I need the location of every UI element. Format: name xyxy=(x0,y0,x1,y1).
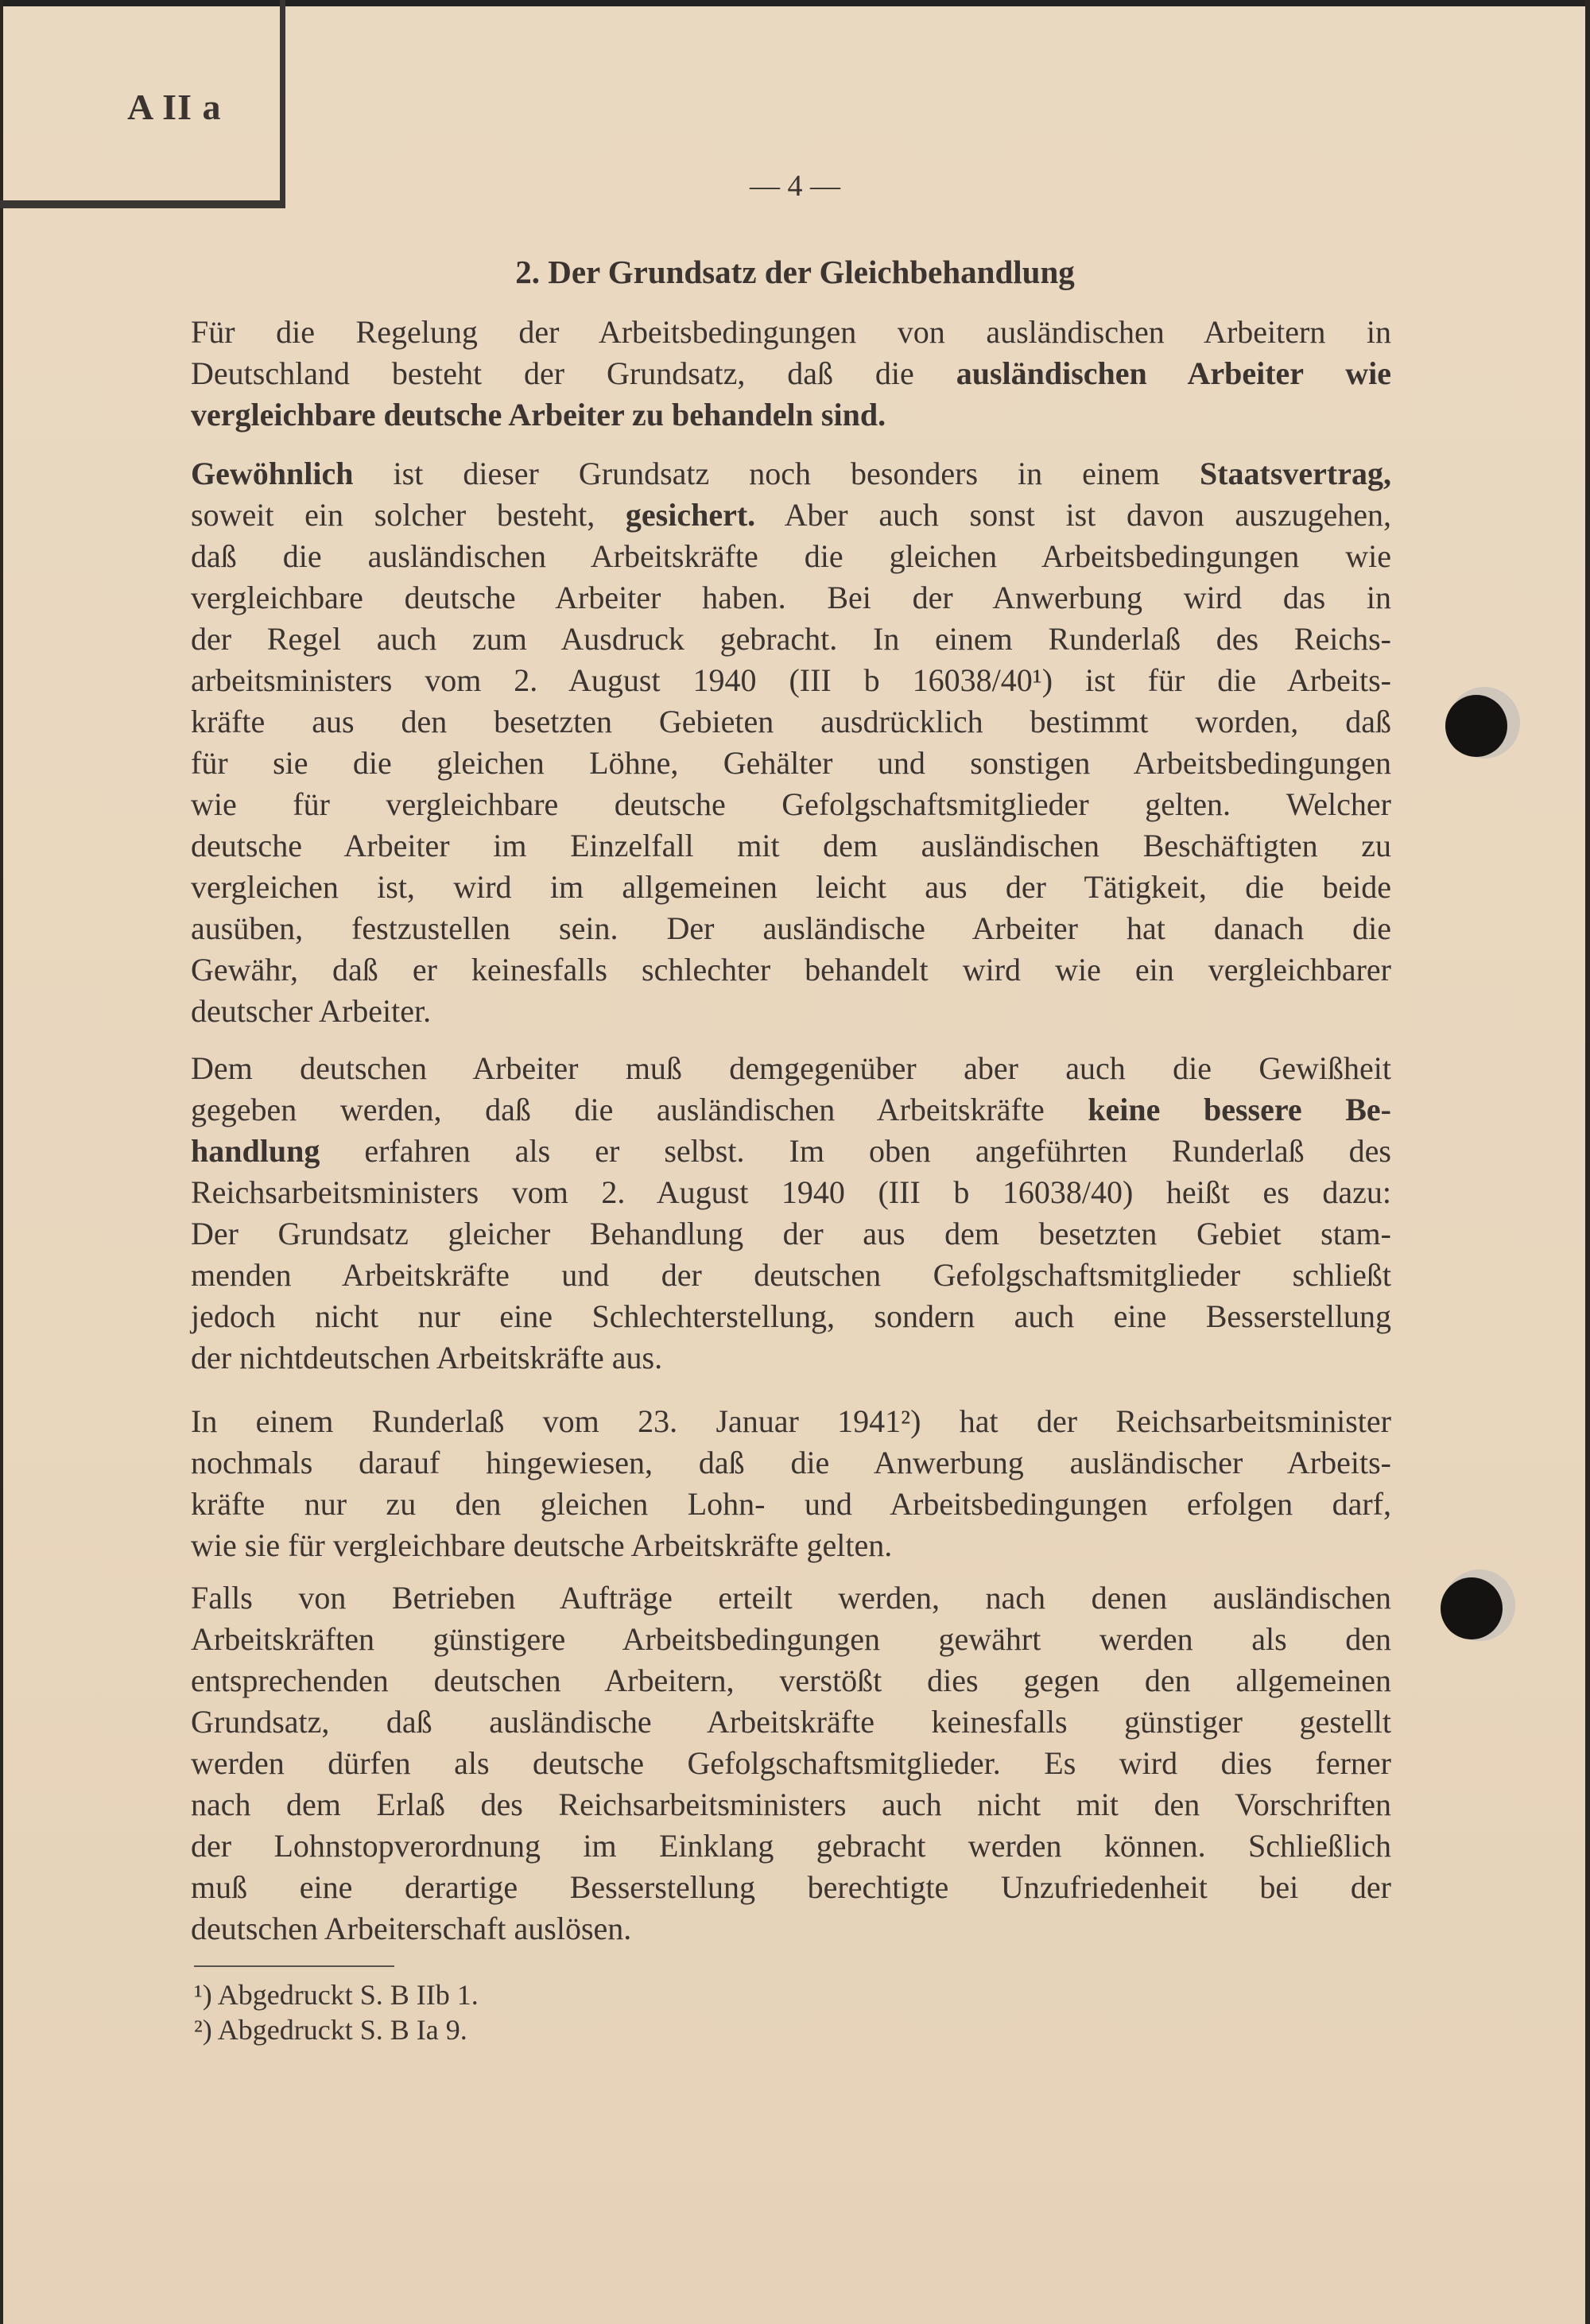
text-segment: ausüben, festzustellen sein. Der ausländische Arbeiter hat danach die xyxy=(191,910,1391,946)
text-segment: daß die ausländischen Arbeitskräfte die gleichen Arbeitsbedingungen wie xyxy=(191,538,1391,574)
text-line xyxy=(191,536,1391,577)
text-segment: kräfte aus den besetzten Gebieten ausdrücklich bestimmt worden, daß xyxy=(191,704,1391,739)
text-line xyxy=(191,701,1391,743)
text-segment: vergleichen ist, wird im allgemeinen leicht aus der Tätigkeit, die beide xyxy=(191,869,1391,905)
text-segment: ist dieser Grundsatz noch besonders in einem xyxy=(353,456,1200,491)
paragraph-5 xyxy=(191,1577,1391,1950)
text-line xyxy=(191,1401,1391,1442)
text-segment: deutsche Arbeiter im Einzelfall mit dem ausländischen Beschäftigten zu xyxy=(191,828,1391,863)
paragraph-3 xyxy=(191,1048,1391,1379)
text-line xyxy=(191,394,1391,436)
footnote-1: ¹) Abgedruckt S. B IIb 1. xyxy=(194,1979,479,2011)
text-segment: Reichsarbeitsministers vom 2. August 1940 (III b 16038/40) heißt es dazu: xyxy=(191,1174,1391,1210)
paragraph-4 xyxy=(191,1401,1391,1566)
text-line xyxy=(191,949,1391,991)
section-tag: A II a xyxy=(127,87,222,127)
text-line xyxy=(191,1255,1391,1296)
text-line xyxy=(191,453,1391,495)
text-line xyxy=(191,1442,1391,1484)
bold-text: Staatsvertrag, xyxy=(1199,456,1391,491)
text-line xyxy=(191,495,1391,536)
text-segment: wie für vergleichbare deutsche Gefolgschaftsmitglieder gelten. Welcher xyxy=(191,786,1391,822)
text-line xyxy=(191,1701,1391,1743)
text-segment: Für die Regelung der Arbeitsbedingungen von ausländischen Arbeitern in xyxy=(191,314,1391,350)
text-line xyxy=(191,825,1391,867)
text-segment: nach dem Erlaß des Reichsarbeitsministers auch nicht mit den Vorschriften xyxy=(191,1787,1391,1822)
text-segment: der Lohnstopverordnung im Einklang gebracht werden können. Schließlich xyxy=(191,1828,1391,1864)
text-segment: werden dürfen als deutsche Gefolgschaftsmitglieder. Es wird dies ferner xyxy=(191,1745,1391,1781)
text-line xyxy=(191,1743,1391,1784)
text-line xyxy=(191,353,1391,394)
text-segment: Gewähr, daß er keinesfalls schlechter behandelt wird wie ein vergleichbarer xyxy=(191,952,1391,987)
text-line xyxy=(191,784,1391,825)
text-segment: kräfte nur zu den gleichen Lohn- und Arbeitsbedingungen erfolgen darf, xyxy=(191,1486,1391,1522)
text-line xyxy=(191,1619,1391,1660)
text-line xyxy=(191,908,1391,949)
text-segment: der nichtdeutschen Arbeitskräfte aus. xyxy=(191,1340,663,1375)
text-line xyxy=(191,312,1391,353)
text-line xyxy=(191,1577,1391,1619)
text-line xyxy=(191,1784,1391,1825)
text-line xyxy=(191,1296,1391,1337)
text-line xyxy=(191,1172,1391,1213)
text-line xyxy=(191,867,1391,908)
section-heading: 2. Der Grundsatz der Gleichbehandlung xyxy=(515,254,1075,290)
bold-text: Gewöhnlich xyxy=(191,456,354,491)
bold-text: vergleichbare deutsche Arbeiter zu behandeln sind. xyxy=(191,397,886,433)
page-number: — 4 — xyxy=(750,169,840,203)
text-segment: Dem deutschen Arbeiter muß demgegenüber aber auch die Gewißheit xyxy=(191,1050,1391,1086)
text-line xyxy=(191,1131,1391,1172)
bold-text: ausländischen Arbeiter wie xyxy=(956,355,1391,391)
text-line xyxy=(191,1484,1391,1525)
text-segment: Der Grundsatz gleicher Behandlung der aus dem besetzten Gebiet stam- xyxy=(191,1216,1391,1251)
paragraph-2 xyxy=(191,453,1391,1032)
text-segment: jedoch nicht nur eine Schlechterstellung, sondern auch eine Besserstellung xyxy=(191,1298,1391,1334)
bold-text: gesichert. xyxy=(625,497,756,533)
scan-border-right xyxy=(1585,0,1590,2324)
text-segment: In einem Runderlaß vom 23. Januar 1941²) hat der Reichsarbeitsminister xyxy=(191,1403,1391,1439)
text-line xyxy=(191,743,1391,784)
text-segment: arbeitsministers vom 2. August 1940 (III b 16038/40¹) ist für die Arbeits- xyxy=(191,662,1391,698)
text-line xyxy=(191,991,1391,1032)
text-line xyxy=(191,619,1391,660)
punch-hole-bottom xyxy=(1441,1577,1503,1639)
text-segment: Deutschland besteht der Grundsatz, daß die xyxy=(191,355,956,391)
text-segment: gegeben werden, daß die ausländischen Arbeitskräfte xyxy=(191,1092,1088,1127)
text-line xyxy=(191,1908,1391,1950)
text-segment: wie sie für vergleichbare deutsche Arbeitskräfte gelten. xyxy=(191,1527,893,1563)
text-segment: der Regel auch zum Ausdruck gebracht. In einem Runderlaß des Reichs- xyxy=(191,621,1391,657)
text-segment: muß eine derartige Besserstellung berechtigte Unzufriedenheit bei der xyxy=(191,1869,1391,1905)
text-segment: erfahren als er selbst. Im oben angeführten Runderlaß des xyxy=(320,1133,1391,1169)
paragraph-1 xyxy=(191,312,1391,436)
bold-text: keine bessere Be- xyxy=(1088,1092,1392,1127)
text-segment: Falls von Betrieben Aufträge erteilt werden, nach denen ausländischen xyxy=(191,1580,1391,1616)
text-segment: für sie die gleichen Löhne, Gehälter und sonstigen Arbeitsbedingungen xyxy=(191,745,1391,781)
text-segment: vergleichbare deutsche Arbeiter haben. Bei der Anwerbung wird das in xyxy=(191,580,1391,615)
text-segment: deutschen Arbeiterschaft auslösen. xyxy=(191,1911,632,1946)
footnote-2: ²) Abgedruckt S. B Ia 9. xyxy=(194,2014,467,2046)
text-segment: Arbeitskräften günstigere Arbeitsbedingungen gewährt werden als den xyxy=(191,1621,1391,1657)
text-segment: Aber auch sonst ist davon auszugehen, xyxy=(755,497,1391,533)
text-line xyxy=(191,1048,1391,1089)
text-line xyxy=(191,1867,1391,1908)
text-segment: deutscher Arbeiter. xyxy=(191,993,432,1029)
text-segment: menden Arbeitskräfte und der deutschen Gefolgschaftsmitglieder schließt xyxy=(191,1257,1391,1293)
text-line xyxy=(191,577,1391,619)
bold-text: handlung xyxy=(191,1133,320,1169)
text-line xyxy=(191,1213,1391,1255)
text-line xyxy=(191,1089,1391,1131)
punch-hole-top xyxy=(1445,695,1507,757)
text-line xyxy=(191,1660,1391,1701)
text-line xyxy=(191,1525,1391,1566)
text-segment: soweit ein solcher besteht, xyxy=(191,497,626,533)
text-segment: nochmals darauf hingewiesen, daß die Anwerbung ausländischer Arbeits- xyxy=(191,1445,1391,1480)
text-line xyxy=(191,660,1391,701)
text-line xyxy=(191,1825,1391,1867)
text-line xyxy=(191,1337,1391,1379)
text-segment: Grundsatz, daß ausländische Arbeitskräfte keinesfalls günstiger gestellt xyxy=(191,1704,1391,1740)
scan-border-left xyxy=(0,0,3,2324)
footnote-divider xyxy=(194,1965,394,1967)
text-segment: entsprechenden deutschen Arbeitern, verstößt dies gegen den allgemeinen xyxy=(191,1662,1391,1698)
